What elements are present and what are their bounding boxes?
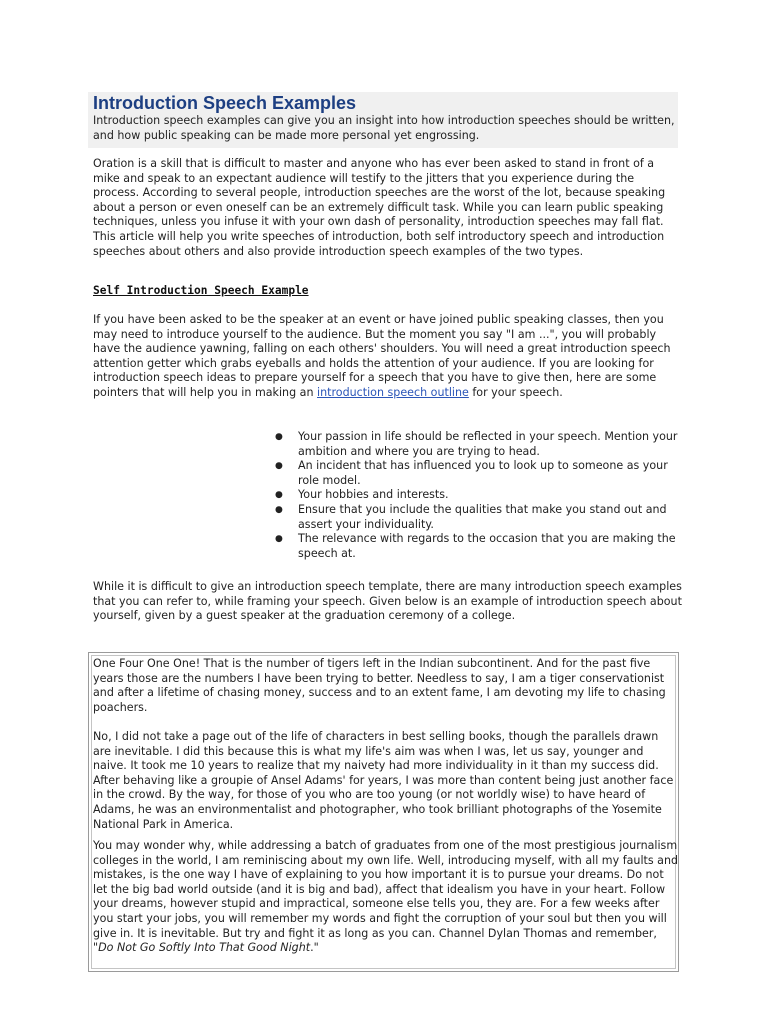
bullet-icon: ● bbox=[275, 490, 283, 501]
bullet-icon: ● bbox=[275, 504, 283, 515]
list-item bbox=[273, 430, 678, 459]
speech-paragraph-1: One Four One One! That is the number of tigers left in the Indian subcontinent. And for the past five years those are the numbers I have been trying to better. Needless to say, I am a tiger conservationist and after a lifetime of chasing money, success and to an extent fame, I am devoting my life to chasing poachers. bbox=[93, 657, 666, 714]
bullet-icon: ● bbox=[275, 534, 283, 545]
page-title: Introduction Speech Examples bbox=[93, 93, 357, 113]
list-item bbox=[273, 459, 678, 488]
list-item bbox=[273, 488, 678, 503]
list-item-text: Your hobbies and interests. bbox=[298, 488, 449, 502]
list-item-text: Ensure that you include the qualities that make you stand out and assert your individuality. bbox=[298, 502, 667, 531]
bullet-icon: ● bbox=[275, 461, 283, 472]
template-paragraph: While it is difficult to give an introduction speech template, there are many introduction speech examples that you can refer to, while framing your speech. Given below is an example of introduction speech about yourself, given by a guest speaker at the graduation ceremony of a college. bbox=[93, 580, 682, 623]
self-intro-paragraph bbox=[93, 313, 683, 401]
section-heading: Self Introduction Speech Example bbox=[93, 284, 309, 297]
bullet-icon: ● bbox=[275, 432, 283, 442]
list-item-text: Your passion in life should be reflected in your speech. Mention your ambition and where you are trying to head. bbox=[298, 430, 678, 458]
introduction-speech-outline-link[interactable]: introduction speech outline bbox=[317, 385, 469, 399]
speech-paragraph-2: No, I did not take a page out of the life of characters in best selling books, though the parallels drawn are inevitable. I did this because this is what my life's aim was when I was, let us say, younger and naive. It took me 10 years to realize that my naivety had more individuality in it than my success did. After behaving like a groupie of Ansel Adams' for years, I was more than content being just another face in the crowd. By the way, for those of you who are too young (or not worldly wise) to have heard of Adams, he was an environmentalist and photographer, who took brilliant photographs of the Yosemite National Park in America. bbox=[93, 730, 674, 831]
quote-open-mark: " bbox=[93, 941, 99, 955]
list-item bbox=[273, 532, 678, 561]
intro-paragraph: Introduction speech examples can give you an insight into how introduction speeches should be written, and how public speaking can be made more personal yet engrossing. bbox=[93, 114, 675, 142]
list-item-text: An incident that has influenced you to look up to someone as your role model. bbox=[298, 459, 668, 487]
self-intro-text: If you have been asked to be the speaker at an event or have joined public speaking classes, then you may need to introduce yourself to the audience. But the moment you say "I am ...", you will probably have the audience yawning, falling on each others' shoulders. You will need a great introduction speech attention getter which grabs eyeballs and holds the attention of your audience. If you are looking for introduction speech ideas to prepare yourself for a speech that you have to give then, here are some pointers that will help you in making an bbox=[93, 313, 671, 399]
dylan-thomas-quote: Do Not Go Softly Into That Good Night bbox=[98, 941, 311, 955]
speech-paragraph-3-text: You may wonder why, while addressing a batch of graduates from one of the most prestigious journalism colleges in the world, I am reminiscing about my own life. Well, introducing myself, with all my faults and mistakes, is the one way I have of explaining to you how important it is to pursue your dreams. Do not let the big bad world outside (and it is big and bad), affect that idealism you have in your heart. Follow your dreams, however stupid and impractical, someone else tells you, they are. For a few weeks after you start your jobs, you will remember my words and fight the corruption of your soul but then you will give in. It is inevitable. But try and fight it as long as you can. Channel Dylan Thomas and remember, bbox=[93, 839, 679, 940]
quote-close-mark: ." bbox=[310, 941, 319, 955]
self-intro-tail: for your speech. bbox=[468, 385, 563, 399]
list-item-text: The relevance with regards to the occasion that you are making the speech at. bbox=[298, 532, 676, 560]
oration-paragraph: Oration is a skill that is difficult to master and anyone who has ever been asked to stand in front of a mike and speak to an expectant audience will testify to the jitters that you experience during the process. According to several people, introduction speeches are the worst of the lot, because speaking about a person or even oneself can be an extremely difficult task. While you can learn public speaking techniques, unless you infuse it with your own dash of personality, introduction speeches may fall flat. This article will help you write speeches of introduction, both self introductory speech and introduction speeches about others and also provide introduction speech examples of the two types. bbox=[93, 157, 666, 258]
speech-paragraph-3 bbox=[93, 839, 679, 956]
pointers-list bbox=[273, 430, 678, 561]
list-item bbox=[273, 503, 678, 532]
